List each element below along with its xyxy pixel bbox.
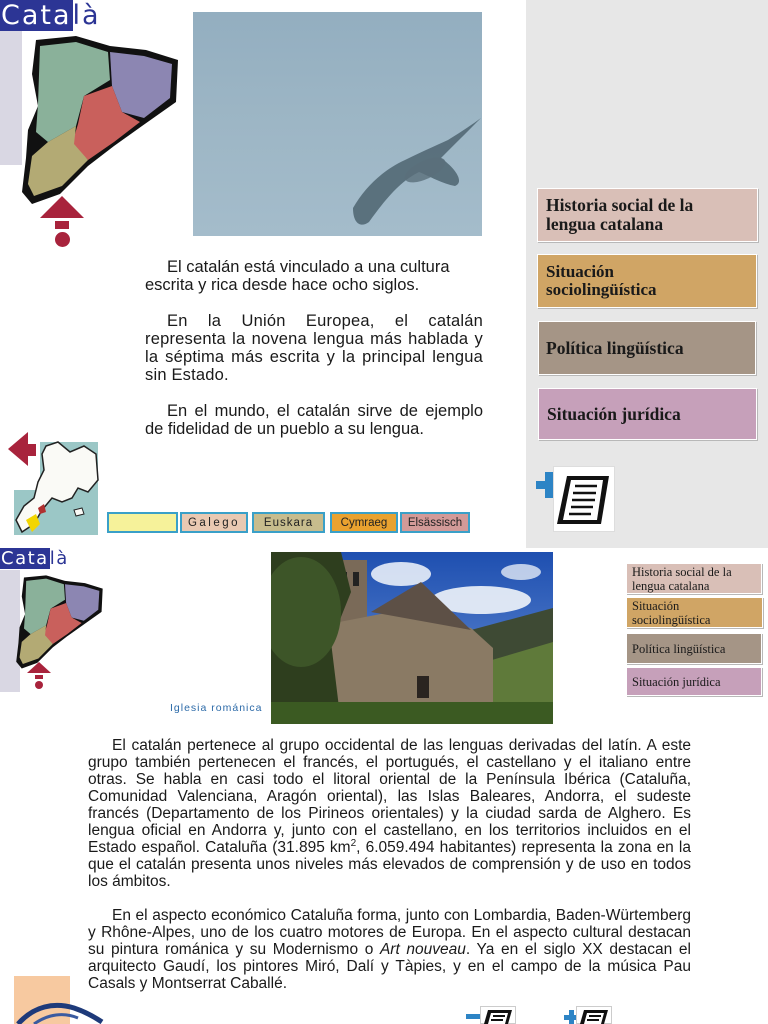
- nav-historia-social[interactable]: Historia social de la lengua catalana: [537, 188, 758, 242]
- body-paragraph-2: En el aspecto económico Cataluña forma, junto con Lombardia, Baden-Würtemberg y Rhône-Alpes, uno de los cuatro motores de Europa. En el aspecto cultural destacan su pintura románica y su Modernismo o Art nouveau. Ya en el siglo XX destacan el arquitecto Gaudí, los pintores Miró, Dalí y Tàpies, y en el campo de la música Pau Casals y Montserrat Caballé.: [88, 907, 691, 992]
- intro-paragraph-2: En la Unión Europea, el catalán representa la novena lengua más hablada y la séptima más escrita y la principal lengua sin Estado.: [145, 312, 483, 384]
- document-icon-minus[interactable]: [480, 1006, 516, 1024]
- nav-situacion-juridica[interactable]: Situación jurídica: [538, 388, 757, 440]
- lang-button-cymraeg[interactable]: Cymraeg: [330, 512, 398, 533]
- intro-text: [145, 258, 483, 438]
- church-photo: [271, 552, 553, 724]
- intro-paragraph-1: El catalán está vinculado a una cultura escrita y rica desde hace ocho siglos.: [145, 258, 450, 294]
- photo-caption: Iglesia románica: [170, 702, 263, 714]
- catalonia-map-small[interactable]: [14, 574, 106, 672]
- document-icon-plus[interactable]: [576, 1006, 612, 1024]
- body-text: [88, 737, 691, 992]
- up-arrow-icon[interactable]: [40, 196, 84, 247]
- nav-politica-linguistica[interactable]: Política lingüística: [538, 321, 756, 375]
- bird-silhouette-icon: [193, 12, 482, 236]
- document-icon[interactable]: [553, 466, 615, 532]
- europe-map[interactable]: [12, 440, 100, 537]
- lang-button-elsassisch[interactable]: Elsässisch: [400, 512, 470, 533]
- up-arrow-icon-small[interactable]: [27, 662, 51, 689]
- lang-button-galego[interactable]: Galego: [180, 512, 248, 533]
- nav-historia-social-small[interactable]: Historia social de la lengua catalana: [626, 563, 762, 594]
- page-title: Català: [1, 0, 101, 31]
- swirl-icon: [14, 996, 104, 1024]
- nav-situacion-sociolinguistica-small[interactable]: Situación sociolingüística: [626, 597, 763, 628]
- lang-button-euskara[interactable]: Euskara: [252, 512, 325, 533]
- bird-photo: [193, 12, 482, 236]
- nav-situacion-juridica-small[interactable]: Situación jurídica: [626, 667, 762, 696]
- catalonia-map[interactable]: [18, 34, 184, 210]
- lang-button-blank-fill: [109, 514, 176, 531]
- page-title-bottom: Català: [1, 548, 69, 569]
- nav-situacion-sociolinguistica[interactable]: Situación sociolingüística: [537, 254, 757, 308]
- intro-paragraph-3: En el mundo, el catalán sirve de ejemplo de fidelidad de un pueblo a su lengua.: [145, 402, 483, 438]
- body-paragraph-1: El catalán pertenece al grupo occidental de las lenguas derivadas del latín. A este grupo también pertenecen el francés, el portugués, el castellano y el italiano entre otras. Se habla en casi todo el litoral oriental de la Península Ibérica (Cataluña, Comunidad Valenciana, Aragón oriental), las Islas Baleares, Andorra, el sudeste francés (Departamento de los Pirineos orientales) y la ciudad sarda de Alghero. Es lengua oficial en Andorra y, junto con el castellano, en los territorios incluidos en el Estado español. Cataluña (31.895 $km^2$, 6.059.494 habitantes) representa la zona en la que el catalán presenta unos niveles más elevados de comprensión y de uso en todos los ámbitos.: [88, 737, 691, 890]
- nav-politica-linguistica-small[interactable]: Política lingüística: [626, 633, 762, 664]
